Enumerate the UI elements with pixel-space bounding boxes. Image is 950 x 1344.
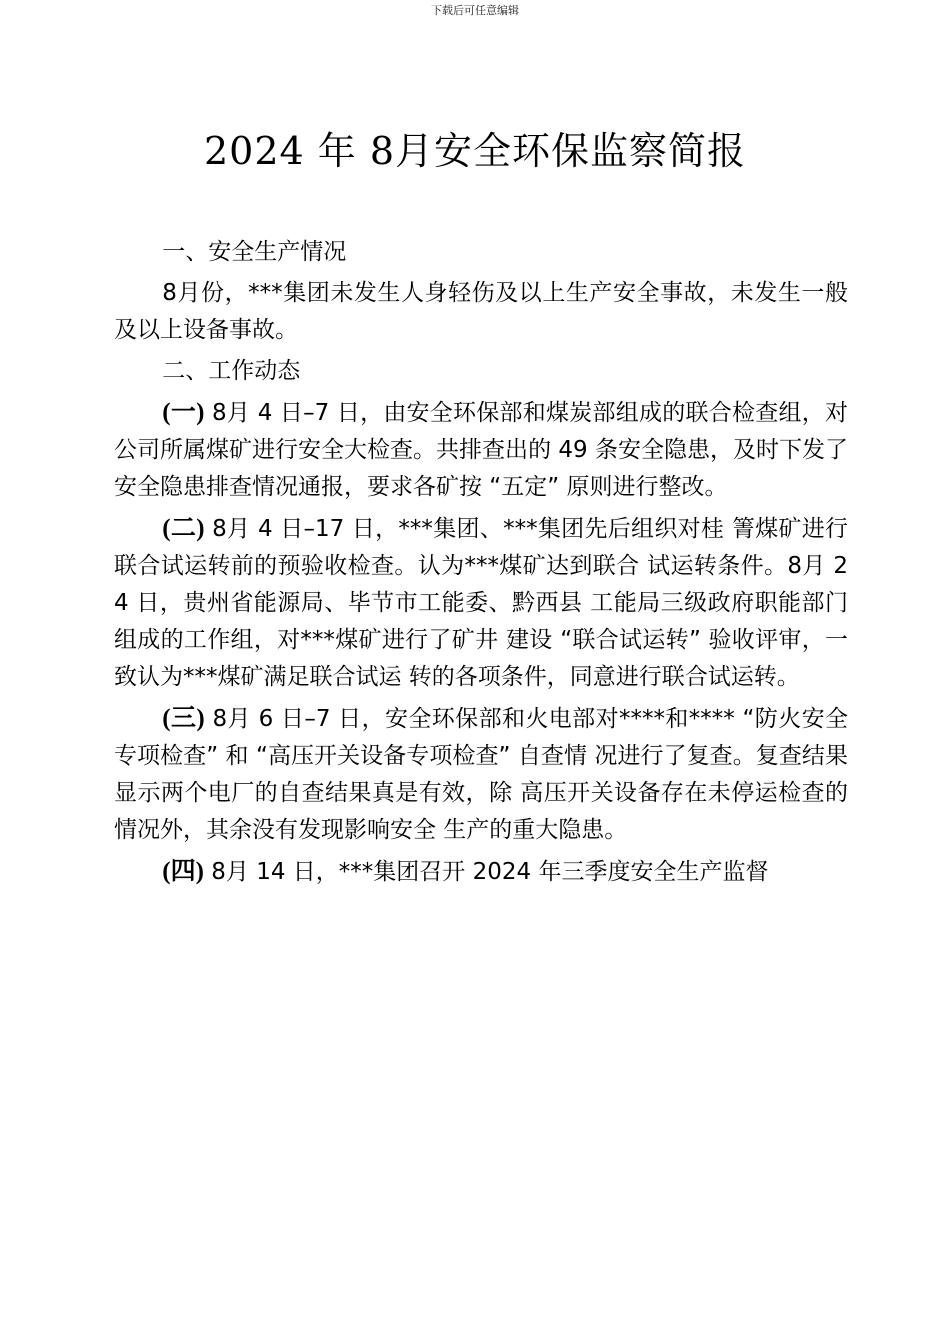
section-heading-work: 二、工作动态 [162,358,301,384]
work-item-label: (一) [162,399,205,426]
document-body [114,234,848,891]
work-item-label: (二) [162,515,205,542]
work-item-1 [114,394,848,506]
work-item-label: (三) [162,705,205,732]
paragraph-safety-status: 8月份，***集团未发生人身轻伤及以上生产安全事故，未发生一般及以上设备事故。 [114,280,848,343]
section-heading-safety: 一、安全生产情况 [162,239,347,265]
work-item-2 [114,510,848,696]
header-note: 下载后可任意编辑 [431,4,519,17]
work-item-label: (四) [162,858,204,885]
work-item-text: 8月 14 日，***集团召开 2024 年三季度安全生产监督 [203,859,769,885]
document-title: 2024 年 8月安全环保监察简报 [203,129,747,173]
work-item-text: 8月 4 日–17 日，***集团、***集团先后组织对桂 箐煤矿进行联合试运转前的预验收检查。认为***煤矿达到联合 试运转条件。8月 24 日，贵州省能源局、毕节市工能委、黔西县 工能局三级政府职能部门组成的工作组，对***煤矿进行了矿井 建设 “联合试运转” 验收评审，一致认为***煤矿满足联合试运 转的各项条件，同意进行联合试运转。 [114,516,848,690]
work-item-3 [114,700,848,849]
work-item-4 [114,853,848,891]
work-item-text: 8月 6 日–7 日，安全环保部和火电部对****和**** “防火安全专项检查” 和 “高压开关设备专项检查” 自查情 况进行了复查。复查结果显示两个电厂的自查结果真是有效，除 高压开关设备存在未停运检查的情况外，其余没有发现影响安全 生产的重大隐患。 [114,706,848,843]
work-item-text: 8月 4 日–7 日，由安全环保部和煤炭部组成的联合检查组，对公司所属煤矿进行安全大检查。共排查出的 49 条安全隐患，及时下发了安全隐患排查情况通报，要求各矿按 “五定” 原则进行整改。 [114,400,848,500]
